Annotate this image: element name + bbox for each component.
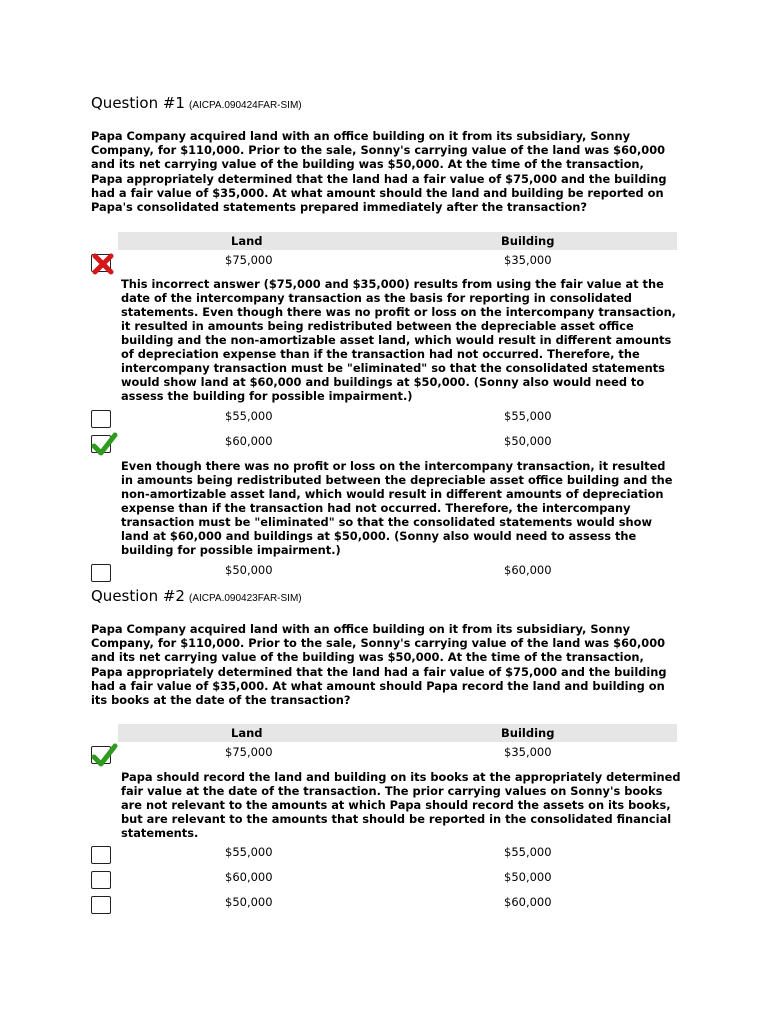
question-1-heading	[91, 93, 302, 112]
answer-checkbox[interactable]	[91, 435, 111, 453]
building-value: $50,000	[504, 870, 552, 884]
answer-option-row	[0, 893, 768, 913]
check-icon	[90, 432, 118, 458]
land-value: $60,000	[225, 434, 273, 448]
answer-option-row	[0, 561, 768, 581]
answer-checkbox[interactable]	[91, 871, 111, 889]
wrong-x-icon	[90, 251, 116, 277]
answer-checkbox[interactable]	[91, 410, 111, 428]
land-value: $75,000	[225, 745, 273, 759]
answer-checkbox[interactable]	[91, 746, 111, 764]
building-value: $60,000	[504, 563, 552, 577]
answer-explanation: Papa should record the land and building on its books at the appropriately determined fair value at the date of the transaction. The prior carrying values on Sonny's books are not relevant to the amounts at which Papa should record the assets on its books, but are relevant to the amounts that should be reported in the consolidated financial statements.	[121, 770, 681, 840]
answer-option-row	[0, 868, 768, 888]
building-value: $35,000	[504, 745, 552, 759]
answer-checkbox[interactable]	[91, 896, 111, 914]
land-value: $60,000	[225, 870, 273, 884]
land-value: $75,000	[225, 253, 273, 267]
answer-option-row	[0, 843, 768, 863]
column-header-land: Land	[231, 234, 263, 248]
building-value: $55,000	[504, 409, 552, 423]
column-header-building: Building	[501, 726, 555, 740]
land-value: $55,000	[225, 409, 273, 423]
answer-option-row	[0, 432, 768, 452]
land-value: $50,000	[225, 563, 273, 577]
answer-explanation: Even though there was no profit or loss on the intercompany transaction, it resulted in amounts being redistributed between the depreciable asset office building and the non-amortizable asset land, which would result in different amounts of depreciation expense than if the transaction had not occurred. Therefore, the intercompany transaction must be "eliminated" so that the consolidated statements would show land at $60,000 and buildings at $50,000. (Sonny also would need to assess the building for possible impairment.)	[121, 459, 673, 557]
building-value: $55,000	[504, 845, 552, 859]
check-icon	[90, 743, 118, 769]
building-value: $35,000	[504, 253, 552, 267]
answer-option-row	[0, 251, 768, 271]
answer-explanation: This incorrect answer ($75,000 and $35,000) results from using the fair value at the date of the intercompany transaction as the basis for reporting in consolidated statements. Even though there was no profit or loss on the intercompany transaction, it resulted in amounts being redistributed between the depreciable asset office building and the non-amortizable asset land, which would result in different amounts of depreciation expense than if the transaction had not occurred. Therefore, the intercompany transaction must be "eliminated" so that the consolidated statements would show land at $60,000 and buildings at $50,000. (Sonny also would need to assess the building for possible impairment.)	[121, 277, 677, 403]
answer-checkbox[interactable]	[91, 254, 111, 272]
answer-checkbox[interactable]	[91, 846, 111, 864]
question-1-stem: Papa Company acquired land with an office building on it from its subsidiary, Sonny Company, for $110,000. Prior to the sale, Sonny's carrying value of the land was $60,000 and its net carrying value of the building was $50,000. At the time of the transaction, Papa appropriately determined that the land had a fair value of $75,000 and the building had a fair value of $35,000. At what amount should the land and building be reported on Papa's consolidated statements prepared immediately after the transaction?	[91, 129, 667, 215]
answer-table-header	[118, 724, 677, 742]
land-value: $55,000	[225, 845, 273, 859]
building-value: $50,000	[504, 434, 552, 448]
question-2-stem: Papa Company acquired land with an office building on it from its subsidiary, Sonny Company, for $110,000. Prior to the sale, Sonny's carrying value of the land was $60,000 and its net carrying value of the building was $50,000. At the time of the transaction, Papa appropriately determined that the land had a fair value of $75,000 and the building had a fair value of $35,000. At what amount should Papa record the land and building on its books at the date of the transaction?	[91, 622, 667, 708]
answer-checkbox[interactable]	[91, 564, 111, 582]
answer-table-header	[118, 232, 677, 250]
column-header-building: Building	[501, 234, 555, 248]
question-2-heading	[91, 586, 302, 605]
question-title: Question #2	[91, 587, 185, 605]
building-value: $60,000	[504, 895, 552, 909]
answer-option-row	[0, 407, 768, 427]
column-header-land: Land	[231, 726, 263, 740]
answer-option-row	[0, 743, 768, 763]
question-code: (AICPA.090424FAR-SIM)	[188, 100, 302, 111]
question-code: (AICPA.090423FAR-SIM)	[188, 593, 302, 604]
question-title: Question #1	[91, 94, 185, 112]
land-value: $50,000	[225, 895, 273, 909]
